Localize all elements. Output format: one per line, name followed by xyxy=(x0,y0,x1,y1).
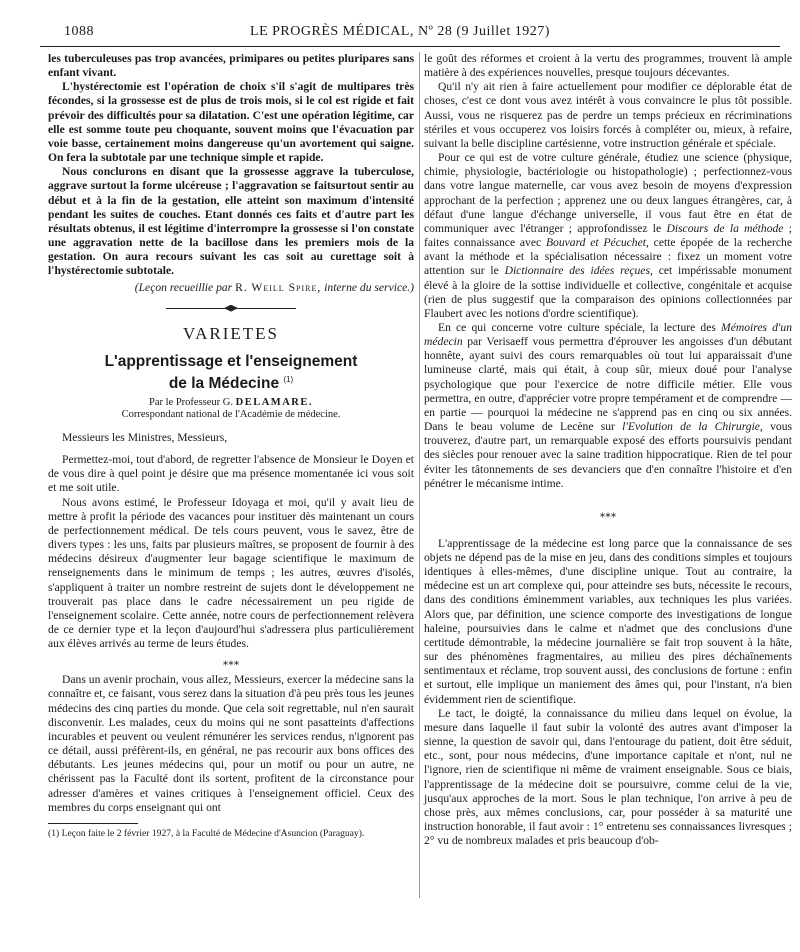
credit-suffix: interne du service.) xyxy=(324,280,414,294)
p4-text-a: En ce qui concerne votre culture spéciale, la lecture des xyxy=(438,320,716,334)
asterism-separator: ⁎⁎⁎ xyxy=(222,656,240,669)
right-paragraph-4 xyxy=(424,321,792,491)
p4-text-c: vous trouverez, d'autre part, un remarquable exposé des efforts poursuivis pendant des siècles pour renouer avec la saine tradition hippocratique. Rien de tel pour éviter les tâtonnements de ses devanciers que d'en connaître l'histoire et d'en pénétrer le mécanisme intime. xyxy=(424,420,792,490)
credit-name: R. Weill Spire, xyxy=(235,280,322,294)
p3-title-dictionnaire: Dictionnaire des idées reçues, xyxy=(504,264,653,278)
credit-prefix: (Leçon recueillie par xyxy=(134,280,233,294)
right-column xyxy=(424,52,792,848)
p4-title-memoires: Mémoires d'un médecin xyxy=(424,320,793,349)
article-title-line-1: L'apprentissage et l'enseignement xyxy=(104,352,358,370)
p3-text-b: ; faites connaissance avec xyxy=(424,221,792,250)
left-paragraph-5: Nous avons estimé, le Professeur Idoyaga et moi, qu'il y avait lieu de mettre à profit la période des vacances pour instituer dès maintenant un cours de perfectionnement médical. De tels cours peuvent, vous le savez, être de divers types : les uns, faits par plusieurs maîtres, se proposent de fournir à des médecins désireux d'augmenter leur bagage scientifique le maximum de renseignements dans le minimum de temps ; les autres, œuvres d'isolés, s'appliquent à traiter un nombre restreint de sujets dont le développement ne trouverait pas place dans le cadre nécessairement un peu rigide de l'enseignement scolaire. Cette année, notre cours de perfectionnement relèvera de ce dernier type et la leçon d'aujourd'hui s'adressera plus particulièrement aux élèves arrivés au terme de leurs études. xyxy=(48,495,414,651)
p3-text-a: Pour ce qui est de votre culture générale, étudiez une science (physique, chimie, physiologie, bactériologie ou histopathologie) ; perfectionnez-vous dans votre langue maternelle, car vous avez besoin de moyens d'expression approchant de la perfection ; apprenez une ou deux langues étrangères, car, à défaut d'une langue d'échange universelle, il vous faut être en état de communiquer avec l'étranger ; approfondissez le xyxy=(424,151,792,235)
p3-text-d: cet impérissable monument élevé à la gloire de la sottise individuelle et collective, congénitale et acquise (rien de plus suggestif que la comparaison des opinions collectionnées par Flaubert avec les notions d'ordre scientifique). xyxy=(424,264,793,320)
left-paragraph-2: L'hystérectomie est l'opération de choix s'il s'agit de multipares très fécondes, si la grossesse est de plus de trois mois, si le col est rigide et fait prévoir des difficultés pour sa dilatation. C'est une opération légitime, car elle est somme toute peu choquante, souvent moins que l'évacuation par voie basse, certainement moins dangereuse qu'un avortement qui saigne. On fera la subtotale par une technique simple et rapide. xyxy=(48,80,414,165)
byline-author: DELAMARE. xyxy=(235,396,313,408)
right-paragraph-3 xyxy=(424,151,792,321)
right-paragraph-2: Qu'il n'y ait rien à faire actuellement pour modifier ce déplorable état de choses, c'est ce dont vous avez intérêt à vous convaincre le plus tôt possible. Aussi, vous ne risquerez pas de perdre un temps précieux en récriminations stériles et vous occuperez vos loisirs forcés à compléter ou, mieux, à refaire, suivant la belle discipline cartésienne, votre instruction générale et spéciale. xyxy=(424,80,792,150)
diamond-ornament-icon xyxy=(224,305,238,312)
author-affiliation: Correspondant national de l'Académie de médecine. xyxy=(121,408,341,420)
footnote-marker: (1) xyxy=(283,374,294,384)
footnote: (1) Leçon faite le 2 février 1927, à la Faculté de Médecine d'Asuncion (Paraguay). xyxy=(48,827,365,839)
right-paragraph-5: L'apprentissage de la médecine est long parce que la connaissance de ses objets ne dépend pas de la mise en jeu, dans des conditions simples et toujours identiques à elles-mêmes, d'une discipline unique. Tout au contraire, la médecine est un art complexe qui, pour atteindre ses buts, nécessite le recours, dans des conditions éminemment variables, aux techniques les plus variées. Alors que, par définition, une science comporte des investigations de longue haleine, poursuivies dans le calme et n'admet que des conclusions d'une certitude démontrable, la médecine journalière se fait trop souvent à la hâte, sur des phénomènes fragmentaires, au milieu des pires déchaînements sentimentaux et réclame, trop souvent aussi, des conclusions de fortune : enfin et surtout, elle implique un maniement des âmes qui, pour l'instant, n'a bien évidemment rien de scientifique. xyxy=(424,536,792,706)
lecture-credit xyxy=(48,281,414,295)
article-title xyxy=(48,353,414,393)
left-paragraph-4: Permettez-moi, tout d'abord, de regretter l'absence de Monsieur le Doyen et de vous dire à quel point je désire que ma présence momentanée ici vous soit et me soit utile. xyxy=(48,453,414,495)
article-title-line-2: de la Médecine xyxy=(168,374,280,392)
byline xyxy=(48,397,414,409)
asterism-separator-right: ⁎⁎⁎ xyxy=(599,507,617,520)
p3-title-bouvard: Bouvard et Pécuchet, xyxy=(545,236,649,250)
p4-title-evolution: l'Evolution de la Chirurgie, xyxy=(622,420,763,434)
section-separator xyxy=(166,305,296,313)
page-header xyxy=(28,24,772,44)
left-paragraph-6: Dans un avenir prochain, vous allez, Messieurs, exercer la médecine sans la connaître et, ce faisant, vous serez dans la situation d'à peu près tous les jeunes médecins des cinq parties du monde. Que cela soit regrettable, nul n'en saurait disconvenir. Les malades, ceux du moins qui ne sont pasatteints d'affections incurables et peuvent ou veulent rémunérer les services rendus, n'ignorent pas ce détail, aussi préfèrent-ils, en général, ne pas recourir aux bons offices des débutants. Les jeunes médecins qui, pour un motif ou pour un autre, ne chérissent pas la Faculté dont ils sortent, profitent de la circonstance pour adresser d'amères et vaines critiques à l'enseignement officiel. Ceux des membres du corps enseignant qui ont xyxy=(48,673,414,814)
left-paragraph-1: les tuberculeuses pas trop avancées, primipares ou petites pluripares sans enfant vivant. xyxy=(48,52,414,80)
p3-title-discours: Discours de la méthode xyxy=(666,221,784,235)
footnote-rule xyxy=(48,823,138,824)
section-title: VARIETES xyxy=(183,323,279,343)
right-paragraph-1: le goût des réformes et croient à la vertu des programmes, trouvent là ample matière à des expériences nouvelles, presque toujours décevantes. xyxy=(424,52,792,80)
p3-text-c: cette épopée de la recherche avant la méthode et la spécialisation nécessaire : fixez un moment votre attention sur le xyxy=(424,236,792,278)
salutation: Messieurs les Ministres, Messieurs, xyxy=(62,430,228,444)
journal-title: LE PROGRÈS MÉDICAL, Nº 28 (9 Juillet 1927) xyxy=(250,24,550,39)
left-column xyxy=(48,52,414,839)
byline-prefix: Par le Professeur G. xyxy=(149,396,233,408)
column-divider xyxy=(419,52,420,898)
left-paragraph-3: Nous conclurons en disant que la grossesse aggrave la tuberculose, aggrave surtout la forme ulcéreuse ; l'aggravation se faitsurtout sentir au début et à la fin de la gestation, elle atteint son maximum d'intensité pendant les suites de couches. Etant donnés ces faits et d'autre part les résultats obtenus, il est légitime d'interrompre la grossesse si l'on constate une aggravation nette de la bacillose dans les premiers mois de la gestation. On aura recours suivant les cas soit au curettage soit à l'hystérectomie subtotale. xyxy=(48,165,414,278)
right-paragraph-6: Le tact, le doigté, la connaissance du milieu dans lequel on évolue, la mesure dans laquelle il faut subir la volonté des autres avant d'imposer la sienne, la question de savoir qui, dans l'entourage du patient, doit être séduit, etc., sont, pour nous médecins, d'une importance capitale et n'ont, nul ne l'ignore, rien de scientifique ni même de vraiment enseignable. Sous ce biais, l'apprentissage de la médecine doit se poursuivre, comme celui de la vie, jusqu'aux approches de la mort. Sous le plan technique, l'on arrive à peu de chose près, aux mêmes conclusions, car, pour posséder à sa maturité une instruction honorable, il faut avoir : 1° entretenu ses connaissances livresques ; 2° vu de nombreux malades et pris beaucoup d'ob- xyxy=(424,706,792,848)
page-number: 1088 xyxy=(64,24,94,39)
header-rule xyxy=(40,46,780,47)
p4-text-b: par Verisaeff vous permettra d'éprouver les angoisses d'un débutant honnête, ayant suivi des cours remarquables où tout lui apparaissait d'une lumineuse clarté, mais qui était, à coup sûr, mieux doué pour l'analyse psychologique que pour l'exercice de notre difficile métier. Elle vous permettra, en outre, d'apprécier votre propre tempérament et de comprendre — en partie — pourquoi la médecine ne s'apprend pas en cinq ou six années. Dans le beau volume de Lecène sur xyxy=(424,335,792,434)
